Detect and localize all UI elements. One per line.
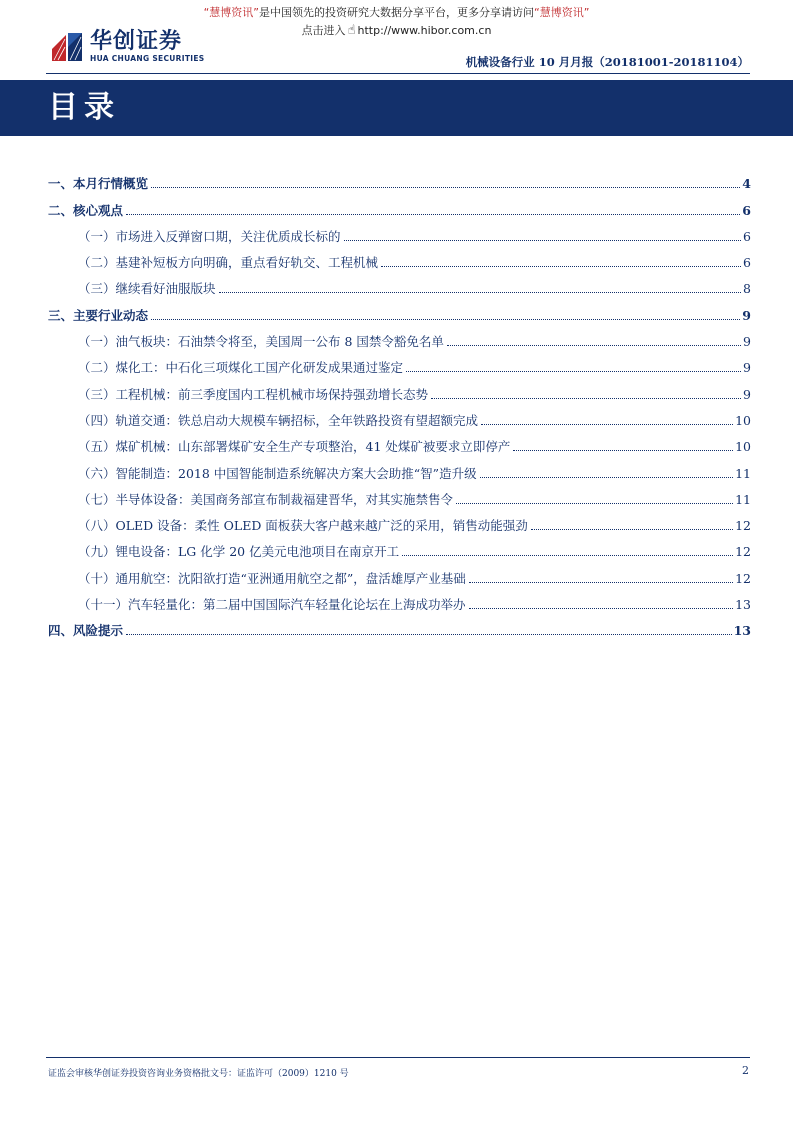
toc-entry-page[interactable]: 9	[743, 334, 751, 350]
page-number: 2	[742, 1064, 749, 1077]
footer-license: 证监会审核华创证券投资咨询业务资格批文号：证监许可（2009）1210 号	[48, 1069, 349, 1079]
toc-dot-leader	[344, 239, 742, 241]
promo-brand-2: “慧博资讯”	[534, 6, 590, 19]
toc-title: 目录	[48, 90, 120, 125]
table-of-contents	[48, 166, 751, 639]
pointer-hand-icon: ☝	[347, 23, 356, 38]
toc-dot-leader	[469, 581, 733, 583]
toc-entry-text[interactable]: （三）工程机械：前三季度国内工程机械市场保持强劲增长态势	[78, 386, 429, 402]
toc-entry-text[interactable]: 二、核心观点	[48, 202, 124, 218]
toc-entry-page[interactable]: 6	[743, 228, 751, 244]
toc-entry-page[interactable]: 11	[735, 491, 751, 507]
toc-entry[interactable]	[48, 245, 751, 271]
toc-dot-leader	[456, 502, 733, 504]
toc-entry-page[interactable]: 9	[743, 386, 751, 402]
toc-entry[interactable]	[48, 482, 751, 508]
toc-entry-text[interactable]: （一）市场进入反弹窗口期，关注优质成长标的	[78, 228, 341, 244]
toc-entry-page[interactable]: 6	[743, 255, 751, 271]
toc-entry-text[interactable]: （二）煤化工：中石化三项煤化工国产化研发成果通过鉴定	[78, 360, 404, 376]
toc-entry-text[interactable]: （七）半导体设备：美国商务部宣布制裁福建晋华，对其实施禁售令	[78, 491, 454, 507]
toc-entry-page[interactable]: 8	[743, 281, 751, 297]
toc-dot-leader	[431, 397, 741, 399]
toc-dot-leader	[219, 291, 742, 293]
toc-entry-text[interactable]: 三、主要行业动态	[48, 307, 149, 323]
toc-entry-text[interactable]: （十一）汽车轻量化：第二届中国国际汽车轻量化论坛在上海成功举办	[78, 597, 466, 613]
toc-dot-leader	[481, 423, 733, 425]
promo-brand: “慧博资讯”	[203, 6, 259, 19]
toc-banner	[0, 80, 793, 136]
toc-dot-leader	[480, 476, 734, 478]
toc-entry[interactable]	[48, 560, 751, 586]
logo-name-cn: 华创证券	[90, 28, 183, 54]
toc-entry-page[interactable]: 10	[735, 412, 751, 428]
toc-dot-leader	[513, 449, 733, 451]
toc-entry-page[interactable]: 12	[735, 570, 751, 586]
toc-entry-page[interactable]: 13	[733, 623, 751, 639]
header-divider	[46, 73, 750, 74]
toc-entry[interactable]	[48, 350, 751, 376]
toc-dot-leader	[531, 528, 733, 530]
toc-entry[interactable]	[48, 587, 751, 613]
toc-entry-text[interactable]: 一、本月行情概览	[48, 176, 149, 192]
toc-entry[interactable]	[48, 166, 751, 192]
toc-entry[interactable]	[48, 297, 751, 323]
toc-dot-leader	[469, 607, 734, 609]
promo-banner	[0, 4, 793, 20]
footer-divider	[46, 1057, 750, 1058]
toc-entry-page[interactable]: 13	[735, 597, 751, 613]
logo-mark-icon	[50, 29, 84, 63]
toc-entry[interactable]	[48, 455, 751, 481]
toc-dot-leader	[126, 213, 740, 215]
toc-entry-text[interactable]: （五）煤矿机械：山东部署煤矿安全生产专项整治，41 处煤矿被要求立即停产	[78, 439, 511, 455]
promo-text: 是中国领先的投资研究大数据分享平台，更多分享请访问	[259, 6, 534, 19]
toc-dot-leader	[402, 554, 733, 556]
toc-entry[interactable]	[48, 429, 751, 455]
toc-entry[interactable]	[48, 613, 751, 639]
toc-entry[interactable]	[48, 534, 751, 560]
click-enter-text[interactable]: 点击进入	[301, 24, 346, 37]
toc-entry[interactable]	[48, 192, 751, 218]
toc-entry[interactable]	[48, 376, 751, 402]
toc-entry-text[interactable]: （二）基建补短板方向明确，重点看好轨交、工程机械	[78, 255, 379, 271]
report-title: 机械设备行业 10 月月报（20181001-20181104）	[465, 55, 749, 69]
toc-entry-page[interactable]: 9	[742, 307, 751, 323]
toc-entry-text[interactable]: （三）继续看好油服版块	[78, 281, 216, 297]
toc-dot-leader	[406, 370, 741, 372]
toc-entry[interactable]	[48, 271, 751, 297]
toc-entry-text[interactable]: （八）OLED 设备：柔性 OLED 面板获大客户越来越广泛的采用，销售动能强劲	[78, 518, 528, 534]
toc-dot-leader	[447, 344, 741, 346]
toc-entry[interactable]	[48, 508, 751, 534]
toc-entry[interactable]	[48, 219, 751, 245]
promo-url-link[interactable]: http://www.hibor.com.cn	[357, 24, 492, 37]
toc-dot-leader	[126, 633, 732, 635]
toc-entry-page[interactable]: 6	[742, 202, 751, 218]
toc-entry-text[interactable]: （九）锂电设备：LG 化学 20 亿美元电池项目在南京开工	[78, 544, 400, 560]
toc-entry-page[interactable]: 12	[735, 518, 751, 534]
toc-entry-page[interactable]: 9	[743, 360, 751, 376]
toc-entry-text[interactable]: （四）轨道交通：铁总启动大规模车辆招标，全年铁路投资有望超额完成	[78, 412, 479, 428]
toc-entry-text[interactable]: （六）智能制造：2018 中国智能制造系统解决方案大会助推“智”造升级	[78, 465, 477, 481]
logo-name-en: HUA CHUANG SECURITIES	[90, 53, 205, 63]
company-logo	[50, 28, 204, 64]
toc-dot-leader	[151, 318, 740, 320]
toc-entry[interactable]	[48, 324, 751, 350]
toc-entry-page[interactable]: 11	[735, 465, 751, 481]
toc-entry-page[interactable]: 4	[742, 176, 751, 192]
toc-entry-page[interactable]: 12	[735, 544, 751, 560]
toc-entry-text[interactable]: （一）油气板块：石油禁令将至，美国周一公布 8 国禁令豁免名单	[78, 334, 444, 350]
toc-entry-text[interactable]: （十）通用航空：沈阳欲打造“亚洲通用航空之都”，盘活雄厚产业基础	[78, 570, 466, 586]
toc-dot-leader	[151, 186, 740, 188]
toc-dot-leader	[381, 265, 741, 267]
toc-entry-text[interactable]: 四、风险提示	[48, 623, 124, 639]
toc-entry[interactable]	[48, 403, 751, 429]
toc-entry-page[interactable]: 10	[735, 439, 751, 455]
